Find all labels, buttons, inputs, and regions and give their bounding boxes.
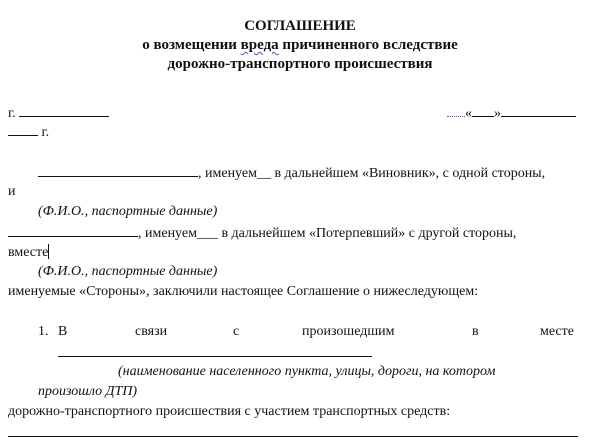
party2-text: , именуем___ в дальнейшем «Потерпевший» с другой стороны, xyxy=(138,226,517,241)
place-hint-continuation: произошло ДТП) xyxy=(38,384,138,399)
date-field xyxy=(447,104,576,122)
year-suffix: г. xyxy=(41,125,50,140)
date-open-quote: « xyxy=(465,106,472,121)
doc-title: СОГЛАШЕНИЕ xyxy=(244,18,356,34)
party2-cont-text: вместе xyxy=(8,245,49,260)
date-spellcheck-mark xyxy=(447,104,465,117)
party1-line xyxy=(38,164,545,182)
fio-hint-1: (Ф.И.О., паспортные данные) xyxy=(38,204,218,219)
subtitle-spellcheck-word: вреда xyxy=(240,37,279,53)
item1-word-3: произошедшим xyxy=(302,324,395,339)
party2-name-blank[interactable] xyxy=(8,224,138,237)
place-blank[interactable] xyxy=(58,344,372,357)
item1-word-1: связи xyxy=(135,324,168,339)
party2-line xyxy=(8,224,516,242)
text-cursor xyxy=(48,244,49,259)
item1-word-2: с xyxy=(233,324,240,339)
party2-continuation xyxy=(8,244,49,261)
date-close-quote: » xyxy=(494,106,501,121)
vehicles-line: дорожно-транспортного происшествия с участием транспортных средств: xyxy=(8,404,451,419)
party1-name-blank[interactable] xyxy=(38,164,198,177)
item1-word-4: в xyxy=(472,324,479,339)
place-hint: (наименование населенного пункта, улицы, дороги, на котором xyxy=(118,364,496,379)
city-label: г. xyxy=(8,106,16,121)
year-blank[interactable] xyxy=(8,123,38,136)
subtitle-post: причиненного вследствие xyxy=(278,37,458,53)
item1-number: 1. xyxy=(38,324,49,339)
item1-word-5: месте xyxy=(540,324,574,339)
doc-subtitle-line1 xyxy=(0,37,600,53)
city-field xyxy=(8,104,109,122)
fio-hint-2: (Ф.И.О., паспортные данные) xyxy=(38,264,218,279)
vehicles-blank[interactable] xyxy=(8,424,578,437)
place-field xyxy=(58,344,372,362)
year-field xyxy=(8,123,49,141)
day-blank[interactable] xyxy=(472,104,494,117)
item1-word-0: В xyxy=(58,324,68,339)
parties-line: именуемые «Стороны», заключили настоящее Соглашение о нижеследующем: xyxy=(8,284,479,299)
doc-subtitle-line2: дорожно-транспортного происшествия xyxy=(167,56,433,72)
subtitle-pre: о возмещении xyxy=(142,37,241,53)
month-blank[interactable] xyxy=(501,104,576,117)
city-blank[interactable] xyxy=(19,104,109,117)
party1-text: , именуем__ в дальнейшем «Виновник», с одной стороны, xyxy=(198,166,546,181)
party1-continuation: и xyxy=(8,184,16,199)
vehicles-field xyxy=(8,424,578,442)
